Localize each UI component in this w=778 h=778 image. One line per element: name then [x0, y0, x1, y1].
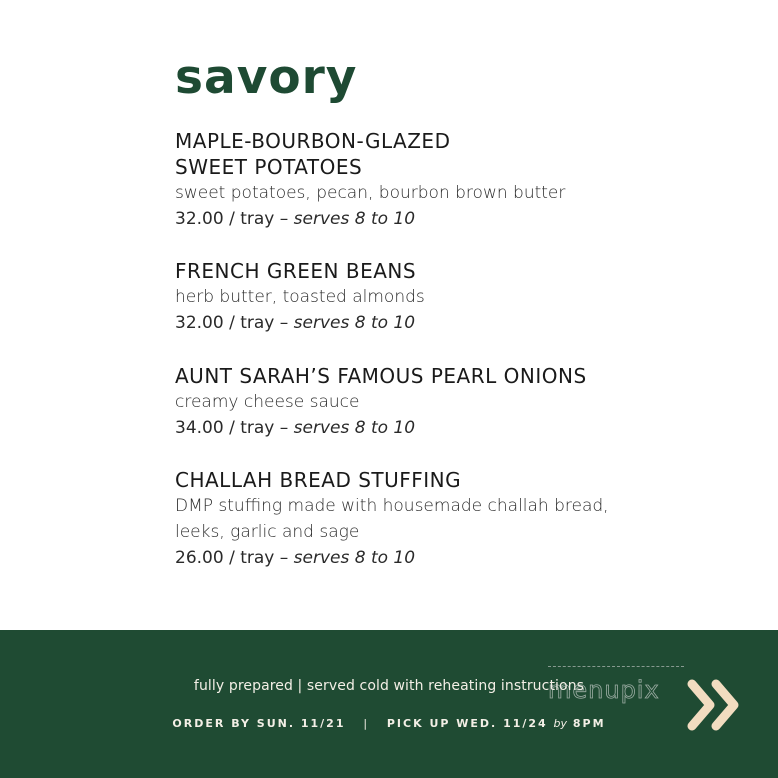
item-name: FRENCH GREEN BEANS	[175, 259, 417, 283]
item-description: creamy cheese sauce	[175, 392, 360, 412]
item-price-line	[175, 206, 735, 232]
item-serves: serves 8 to 10	[293, 209, 416, 229]
section-title: savory	[175, 50, 358, 105]
item-name: MAPLE-BOURBON-GLAZED SWEET POTATOES	[175, 129, 451, 179]
watermark	[548, 666, 688, 716]
order-by-date: ORDER BY SUN. 11/21	[172, 717, 346, 730]
item-price: 32.00 / tray	[175, 209, 275, 229]
item-name: AUNT SARAH’S FAMOUS PEARL ONIONS	[175, 364, 587, 388]
pick-up-date: PICK UP WED. 11/24	[386, 717, 548, 730]
item-price-line	[175, 310, 735, 336]
watermark-line	[548, 666, 684, 667]
footer-dates	[0, 717, 778, 730]
item-serves: serves 8 to 10	[293, 418, 416, 438]
menu-item	[175, 258, 735, 336]
item-price-line	[175, 415, 735, 441]
menu-item	[175, 128, 735, 232]
menu-item	[175, 467, 735, 571]
item-serves: serves 8 to 10	[293, 313, 416, 333]
item-price: 26.00 / tray	[175, 548, 275, 568]
item-dash: –	[274, 313, 294, 333]
pick-up-by: by	[553, 717, 568, 730]
watermark-text: menupix	[548, 676, 660, 704]
item-name: CHALLAH BREAD STUFFING	[175, 468, 462, 492]
item-description: sweet potatoes, pecan, bourbon brown butter	[175, 183, 566, 203]
item-price: 34.00 / tray	[175, 418, 275, 438]
item-description: leeks, garlic and sage	[175, 522, 360, 542]
item-serves: serves 8 to 10	[293, 548, 416, 568]
double-chevron-right-icon[interactable]	[686, 678, 744, 732]
item-price-line	[175, 545, 735, 571]
pick-up-time: 8PM	[572, 717, 606, 730]
menu-item	[175, 363, 735, 441]
item-description: DMP stuffing made with housemade challah bread,	[175, 496, 609, 516]
item-description: herb butter, toasted almonds	[175, 287, 425, 307]
date-separator: |	[363, 717, 370, 730]
item-dash: –	[274, 209, 294, 229]
footer-note: fully prepared | served cold with reheating instructions	[193, 678, 585, 694]
item-dash: –	[274, 548, 294, 568]
item-dash: –	[274, 418, 294, 438]
footer-banner	[0, 630, 778, 778]
item-price: 32.00 / tray	[175, 313, 275, 333]
